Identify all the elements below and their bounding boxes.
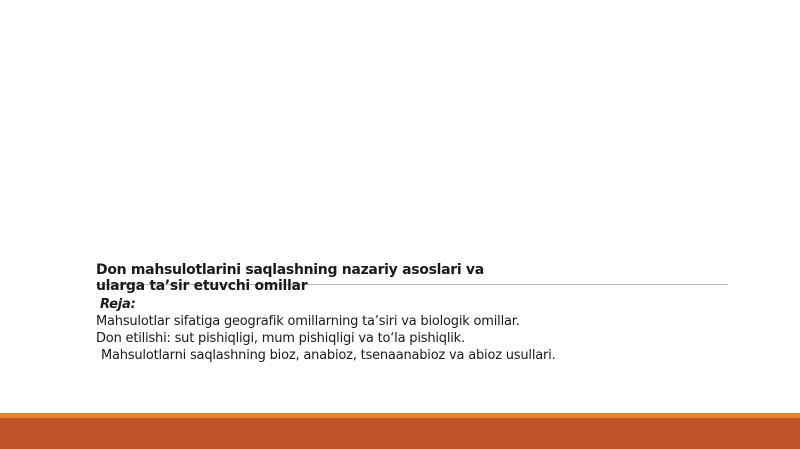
content-item-1: Mahsulotlar sifatiga geografik omillarning ta’siri va biologik omillar. (96, 314, 520, 329)
content-item-2: Don etilishi: sut pishiqligi, mum pishiqligi va to‘la pishiqlik. (96, 331, 465, 346)
footer-band (0, 418, 800, 449)
content-item-3: Mahsulotlarni saqlashning bioz, anabioz, tsenaanabioz va abioz usullari. (101, 348, 556, 363)
slide-title (96, 262, 526, 294)
slide-title-line-2: ularga ta’sir etuvchi omillar (96, 278, 308, 294)
reja-label: Reja: (100, 297, 136, 312)
slide-title-line-1: Don mahsulotlarini saqlashning nazariy asoslari va (96, 262, 484, 278)
slide-content (96, 296, 736, 364)
